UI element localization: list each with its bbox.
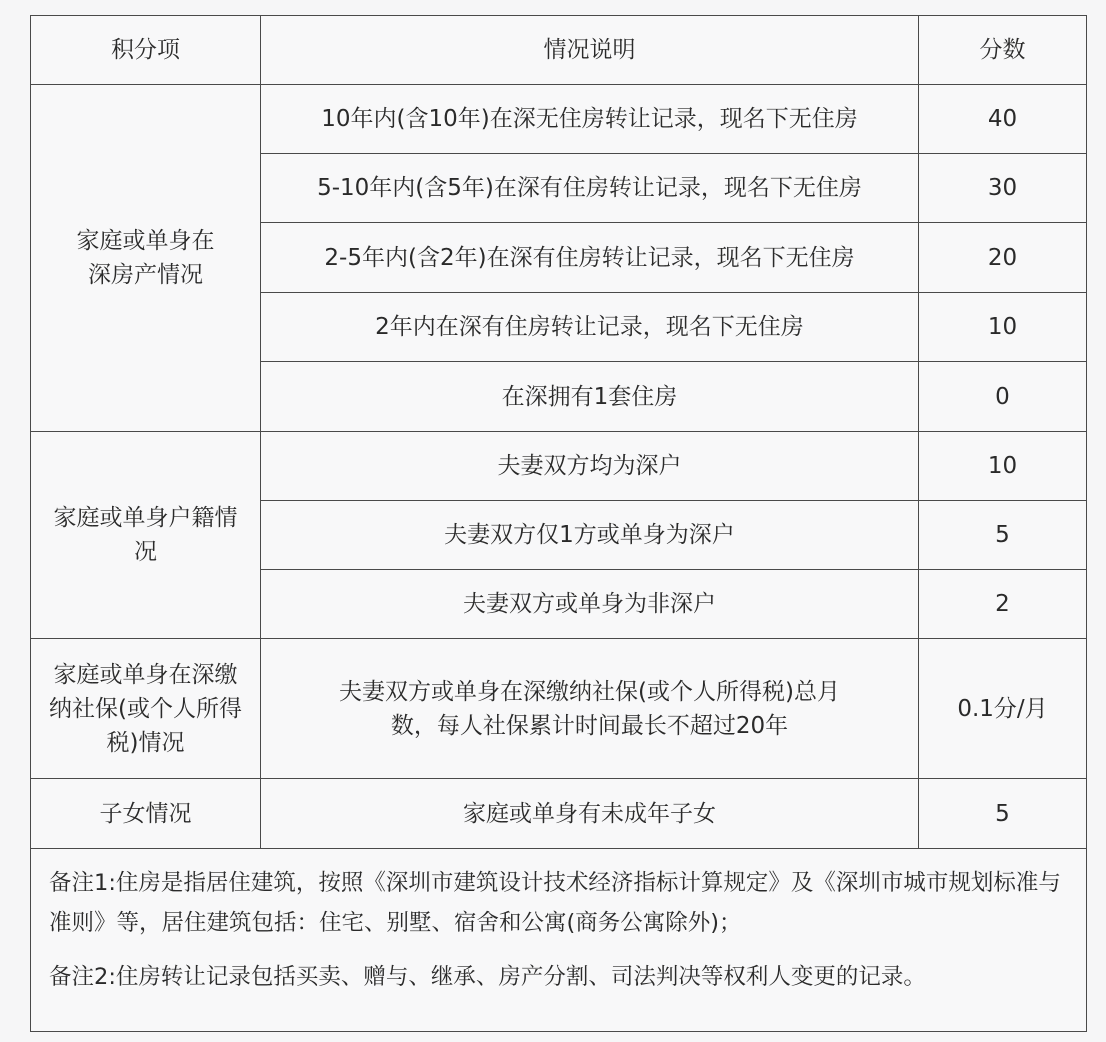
category-cell: 子女情况 <box>31 779 261 849</box>
category-label: 家庭或单身在深缴纳社保(或个人所得税)情况 <box>49 661 242 756</box>
description-cell: 夫妻双方或单身为非深户 <box>261 570 919 639</box>
description-cell: 夫妻双方均为深户 <box>261 432 919 501</box>
category-cell <box>31 639 261 779</box>
table-row <box>31 779 1087 849</box>
description-cell: 2年内在深有住房转让记录，现名下无住房 <box>261 293 919 362</box>
category-cell <box>31 85 261 432</box>
description-cell <box>261 639 919 779</box>
notes-cell <box>31 849 1087 1032</box>
category-label: 家庭或单身户籍情况 <box>53 505 238 565</box>
score-cell: 20 <box>919 223 1087 293</box>
description-cell: 10年内(含10年)在深无住房转让记录，现名下无住房 <box>261 85 919 154</box>
score-cell: 5 <box>919 501 1087 570</box>
description-text: 夫妻双方或单身在深缴纳社保(或个人所得税)总月数，每人社保累计时间最长不超过20年 <box>339 678 840 739</box>
description-cell: 夫妻双方仅1方或单身为深户 <box>261 501 919 570</box>
score-cell: 40 <box>919 85 1087 154</box>
header-description: 情况说明 <box>261 16 919 85</box>
description-cell: 在深拥有1套住房 <box>261 362 919 432</box>
description-cell: 5-10年内(含5年)在深有住房转让记录，现名下无住房 <box>261 154 919 223</box>
category-label: 家庭或单身在深房产情况 <box>76 228 215 288</box>
score-cell: 10 <box>919 293 1087 362</box>
points-table <box>30 15 1087 1032</box>
table-row <box>31 85 1087 154</box>
description-cell: 2-5年内(含2年)在深有住房转让记录，现名下无住房 <box>261 223 919 293</box>
description-cell: 家庭或单身有未成年子女 <box>261 779 919 849</box>
table-row <box>31 432 1087 501</box>
category-cell <box>31 432 261 639</box>
score-cell: 0 <box>919 362 1087 432</box>
note-2: 备注2:住房转让记录包括买卖、赠与、继承、房产分割、司法判决等权利人变更的记录。 <box>49 964 926 990</box>
table-row <box>31 639 1087 779</box>
score-cell: 0.1分/月 <box>919 639 1087 779</box>
score-cell: 2 <box>919 570 1087 639</box>
score-cell: 5 <box>919 779 1087 849</box>
note-1: 备注1:住房是指居住建筑，按照《深圳市建筑设计技术经济指标计算规定》及《深圳市城市规划标准与准则》等，居住建筑包括：住宅、别墅、宿舍和公寓(商务公寓除外)； <box>49 870 1061 936</box>
notes-row <box>31 849 1087 1032</box>
score-cell: 30 <box>919 154 1087 223</box>
header-row <box>31 16 1087 85</box>
score-cell: 10 <box>919 432 1087 501</box>
header-item: 积分项 <box>31 16 261 85</box>
header-score: 分数 <box>919 16 1087 85</box>
